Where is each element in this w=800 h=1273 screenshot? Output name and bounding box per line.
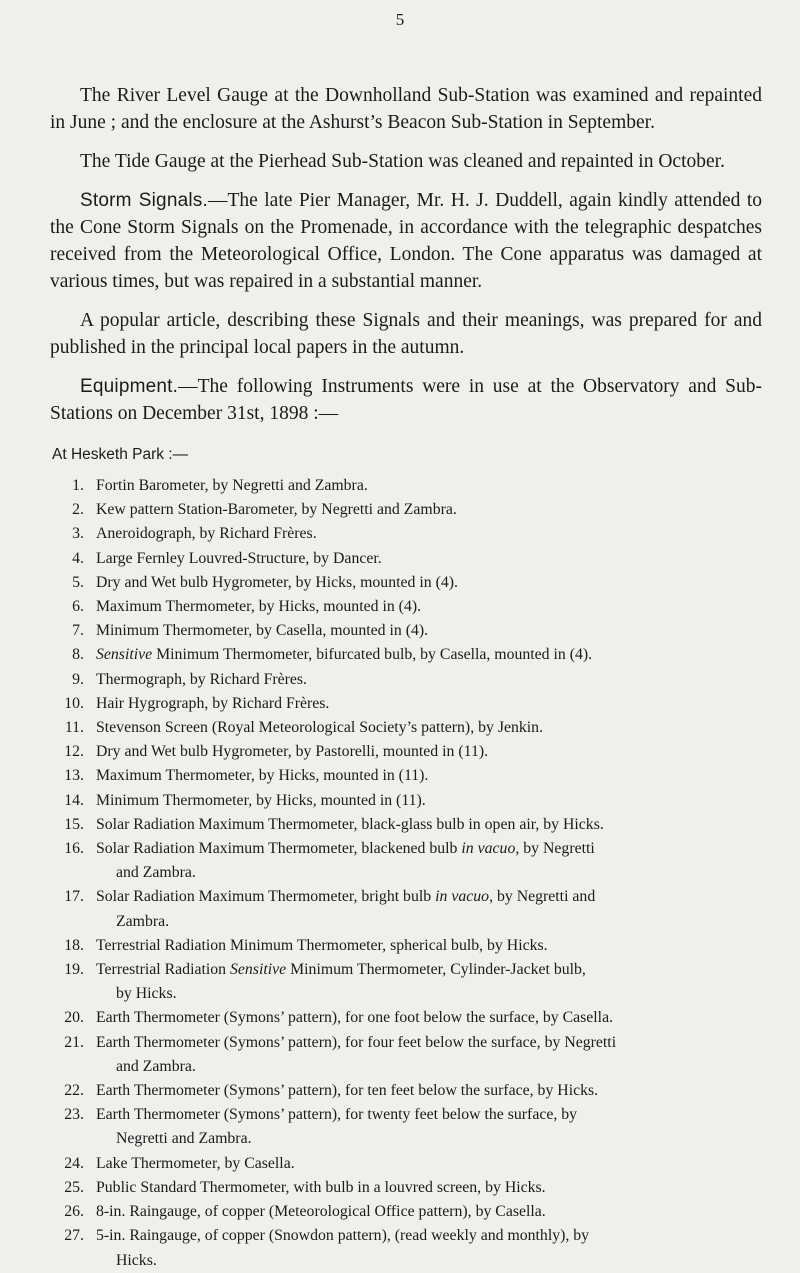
instrument-text	[96, 934, 762, 958]
instrument-text: Minimum Thermometer, bifurcated bulb, by Casella, mounted in (4).	[152, 646, 593, 664]
instrument-text	[96, 474, 762, 498]
equipment-heading: Equipment.	[80, 376, 179, 397]
hesketh-park-heading: At Hesketh Park :—	[52, 446, 189, 463]
instrument-item	[50, 498, 762, 522]
instrument-text	[96, 789, 762, 813]
instrument-text: , by Negretti	[515, 840, 595, 858]
instrument-item	[50, 837, 762, 885]
storm-signals-body: —The late Pier Manager, Mr. H. J. Duddell, again kindly attended to the Cone Storm Signals on the Promenade, in accordance with the telegraphic despatches received from the Meteorological Office, London. The Cone apparatus was damaged at various times, but was repaired in a substantial manner.	[50, 190, 762, 292]
instrument-item	[50, 958, 762, 1006]
instrument-text	[96, 522, 762, 546]
instrument-number: 15.	[64, 815, 84, 833]
instrument-text	[96, 571, 762, 595]
instrument-text: Earth Thermometer (Symons’ pattern), for twenty feet below the surface, by	[96, 1106, 578, 1124]
instrument-number: 20.	[64, 1009, 84, 1027]
instrument-item	[50, 1200, 762, 1224]
instrument-text	[96, 1224, 762, 1272]
instrument-item	[50, 1176, 762, 1200]
instrument-number: 4.	[72, 549, 84, 567]
instrument-number: 1.	[72, 477, 84, 494]
instrument-text: Kew pattern Station-Barometer, by Negretti and Zambra.	[96, 501, 457, 519]
instrument-number: 22.	[64, 1082, 84, 1100]
instrument-text: Stevenson Screen (Royal Meteorological Society’s pattern), by Jenkin.	[96, 719, 544, 737]
instrument-text: Dry and Wet bulb Hygrometer, by Hicks, mounted in (4).	[96, 573, 458, 591]
instrument-text	[96, 740, 762, 764]
instrument-text: Public Standard Thermometer, with bulb in a louvred screen, by Hicks.	[96, 1178, 546, 1196]
instrument-number: 17.	[64, 888, 84, 906]
instrument-text: Earth Thermometer (Symons’ pattern), for four feet below the surface, by Negretti	[96, 1033, 617, 1051]
instrument-number: 23.	[64, 1106, 84, 1124]
instrument-text: 5-in. Raingauge, of copper (Snowdon pattern), (read weekly and monthly), by	[96, 1227, 590, 1245]
instrument-number: 7.	[72, 622, 84, 640]
instrument-continuation: and Zambra.	[116, 864, 196, 882]
instrument-pre: Solar Radiation Maximum Thermometer, bright bulb	[96, 888, 436, 906]
instrument-item	[50, 1224, 762, 1272]
instrument-text: Hair Hygrograph, by Richard Frères.	[96, 694, 330, 712]
instrument-text	[96, 885, 762, 933]
instrument-text: , by Negretti and	[489, 888, 596, 906]
instrument-number: 21.	[64, 1033, 84, 1051]
page-number: 5	[395, 10, 405, 29]
instrument-number: 27.	[64, 1227, 84, 1245]
equipment-body: —The following Instruments were in use at the Observatory and Sub-Stations on December 31st, 1898 :—	[50, 376, 762, 424]
instrument-item	[50, 1079, 762, 1103]
instrument-text	[96, 958, 762, 1006]
instrument-item	[50, 474, 762, 498]
instrument-item	[50, 885, 762, 933]
instrument-number: 16.	[64, 840, 84, 858]
instrument-continuation: Negretti and Zambra.	[116, 1130, 252, 1148]
instrument-number: 8.	[72, 646, 84, 664]
storm-signals-heading: Storm Signals.	[80, 190, 208, 211]
instrument-ital: Sensitive	[96, 646, 153, 664]
instrument-text	[96, 1152, 762, 1176]
instrument-item	[50, 813, 762, 837]
instrument-text: Earth Thermometer (Symons’ pattern), for one foot below the surface, by Casella.	[96, 1009, 614, 1027]
instrument-continuation: Hicks.	[116, 1251, 157, 1269]
instrument-text: Minimum Thermometer, Cylinder-Jacket bulb,	[286, 961, 586, 979]
instrument-number: 10.	[64, 694, 84, 712]
instrument-text	[96, 1006, 762, 1030]
instrument-ital: Sensitive	[230, 961, 287, 979]
instrument-text: Aneroidograph, by Richard Frères.	[96, 525, 317, 543]
instrument-text: Fortin Barometer, by Negretti and Zambra.	[96, 477, 368, 494]
instrument-number: 24.	[64, 1154, 84, 1172]
instrument-number: 13.	[64, 767, 84, 785]
instrument-text	[96, 837, 762, 885]
paragraph-equipment	[50, 373, 762, 427]
instrument-continuation: and Zambra.	[116, 1057, 196, 1075]
instrument-text	[96, 764, 762, 788]
instrument-text: Maximum Thermometer, by Hicks, mounted in (11).	[96, 767, 429, 785]
instrument-item	[50, 1152, 762, 1176]
instrument-text: Thermograph, by Richard Frères.	[96, 670, 307, 688]
instrument-item	[50, 789, 762, 813]
instrument-ital: in vacuo	[435, 888, 490, 906]
instrument-item	[50, 595, 762, 619]
instrument-item	[50, 1103, 762, 1151]
instrument-text	[96, 547, 762, 571]
instrument-text: Large Fernley Louvred-Structure, by Dancer.	[96, 549, 382, 567]
instrument-text: Lake Thermometer, by Casella.	[96, 1154, 295, 1172]
instrument-item	[50, 522, 762, 546]
instrument-text: 8-in. Raingauge, of copper (Meteorological Office pattern), by Casella.	[96, 1203, 546, 1221]
instrument-number: 14.	[64, 791, 84, 809]
paragraph-storm-signals	[50, 187, 762, 295]
instrument-text	[96, 1200, 762, 1224]
instrument-text	[96, 716, 762, 740]
instrument-number: 2.	[72, 501, 84, 519]
instrument-number: 11.	[64, 719, 84, 737]
instrument-text	[96, 692, 762, 716]
paragraph-popular-article: A popular article, describing these Signals and their meanings, was prepared for and published in the principal local papers in the autumn.	[50, 310, 762, 358]
instrument-text	[96, 643, 762, 667]
instrument-text	[96, 813, 762, 837]
instrument-item	[50, 547, 762, 571]
instrument-number: 9.	[72, 670, 84, 688]
instrument-item	[50, 764, 762, 788]
instrument-item	[50, 668, 762, 692]
instrument-number: 6.	[72, 598, 84, 616]
instrument-number: 26.	[64, 1203, 84, 1221]
instrument-text	[96, 619, 762, 643]
instrument-text: Maximum Thermometer, by Hicks, mounted in (4).	[96, 598, 422, 616]
instrument-continuation: Zambra.	[116, 912, 170, 930]
instrument-pre: Terrestrial Radiation	[96, 961, 230, 979]
instrument-text	[96, 1176, 762, 1200]
instrument-item	[50, 571, 762, 595]
instrument-number: 25.	[64, 1178, 84, 1196]
instrument-text: Terrestrial Radiation Minimum Thermometer, spherical bulb, by Hicks.	[96, 936, 548, 954]
instrument-text: Minimum Thermometer, by Hicks, mounted in (11).	[96, 791, 426, 809]
instrument-number: 5.	[72, 573, 84, 591]
instrument-pre: Solar Radiation Maximum Thermometer, blackened bulb	[96, 840, 462, 858]
instrument-item	[50, 740, 762, 764]
instrument-text	[96, 1103, 762, 1151]
instrument-text: Minimum Thermometer, by Casella, mounted in (4).	[96, 622, 429, 640]
instrument-text: Dry and Wet bulb Hygrometer, by Pastorelli, mounted in (11).	[96, 743, 489, 761]
instrument-text	[96, 595, 762, 619]
instrument-list	[50, 474, 762, 1273]
instrument-text	[96, 1031, 762, 1079]
instrument-item	[50, 692, 762, 716]
instrument-text	[96, 498, 762, 522]
instrument-continuation: by Hicks.	[116, 985, 177, 1003]
instrument-text: Solar Radiation Maximum Thermometer, black-glass bulb in open air, by Hicks.	[96, 815, 604, 833]
instrument-item	[50, 716, 762, 740]
instrument-text: Earth Thermometer (Symons’ pattern), for ten feet below the surface, by Hicks.	[96, 1082, 599, 1100]
instrument-item	[50, 619, 762, 643]
instrument-text	[96, 1079, 762, 1103]
instrument-item	[50, 1006, 762, 1030]
body-text	[50, 82, 762, 1273]
instrument-number: 18.	[64, 936, 84, 954]
instrument-number: 19.	[64, 961, 84, 979]
instrument-item	[50, 643, 762, 667]
instrument-number: 3.	[72, 525, 84, 543]
instrument-item	[50, 1031, 762, 1079]
instrument-text	[96, 668, 762, 692]
paragraph-tide-gauge: The Tide Gauge at the Pierhead Sub-Station was cleaned and repainted in October.	[80, 151, 725, 172]
instrument-number: 12.	[64, 743, 84, 761]
instrument-item	[50, 934, 762, 958]
instrument-ital: in vacuo	[461, 840, 516, 858]
paragraph-river-gauge: The River Level Gauge at the Downholland Sub-Station was examined and repainted in June ; and the enclosure at the Ashurst’s Beacon Sub-Station in September.	[50, 85, 762, 133]
